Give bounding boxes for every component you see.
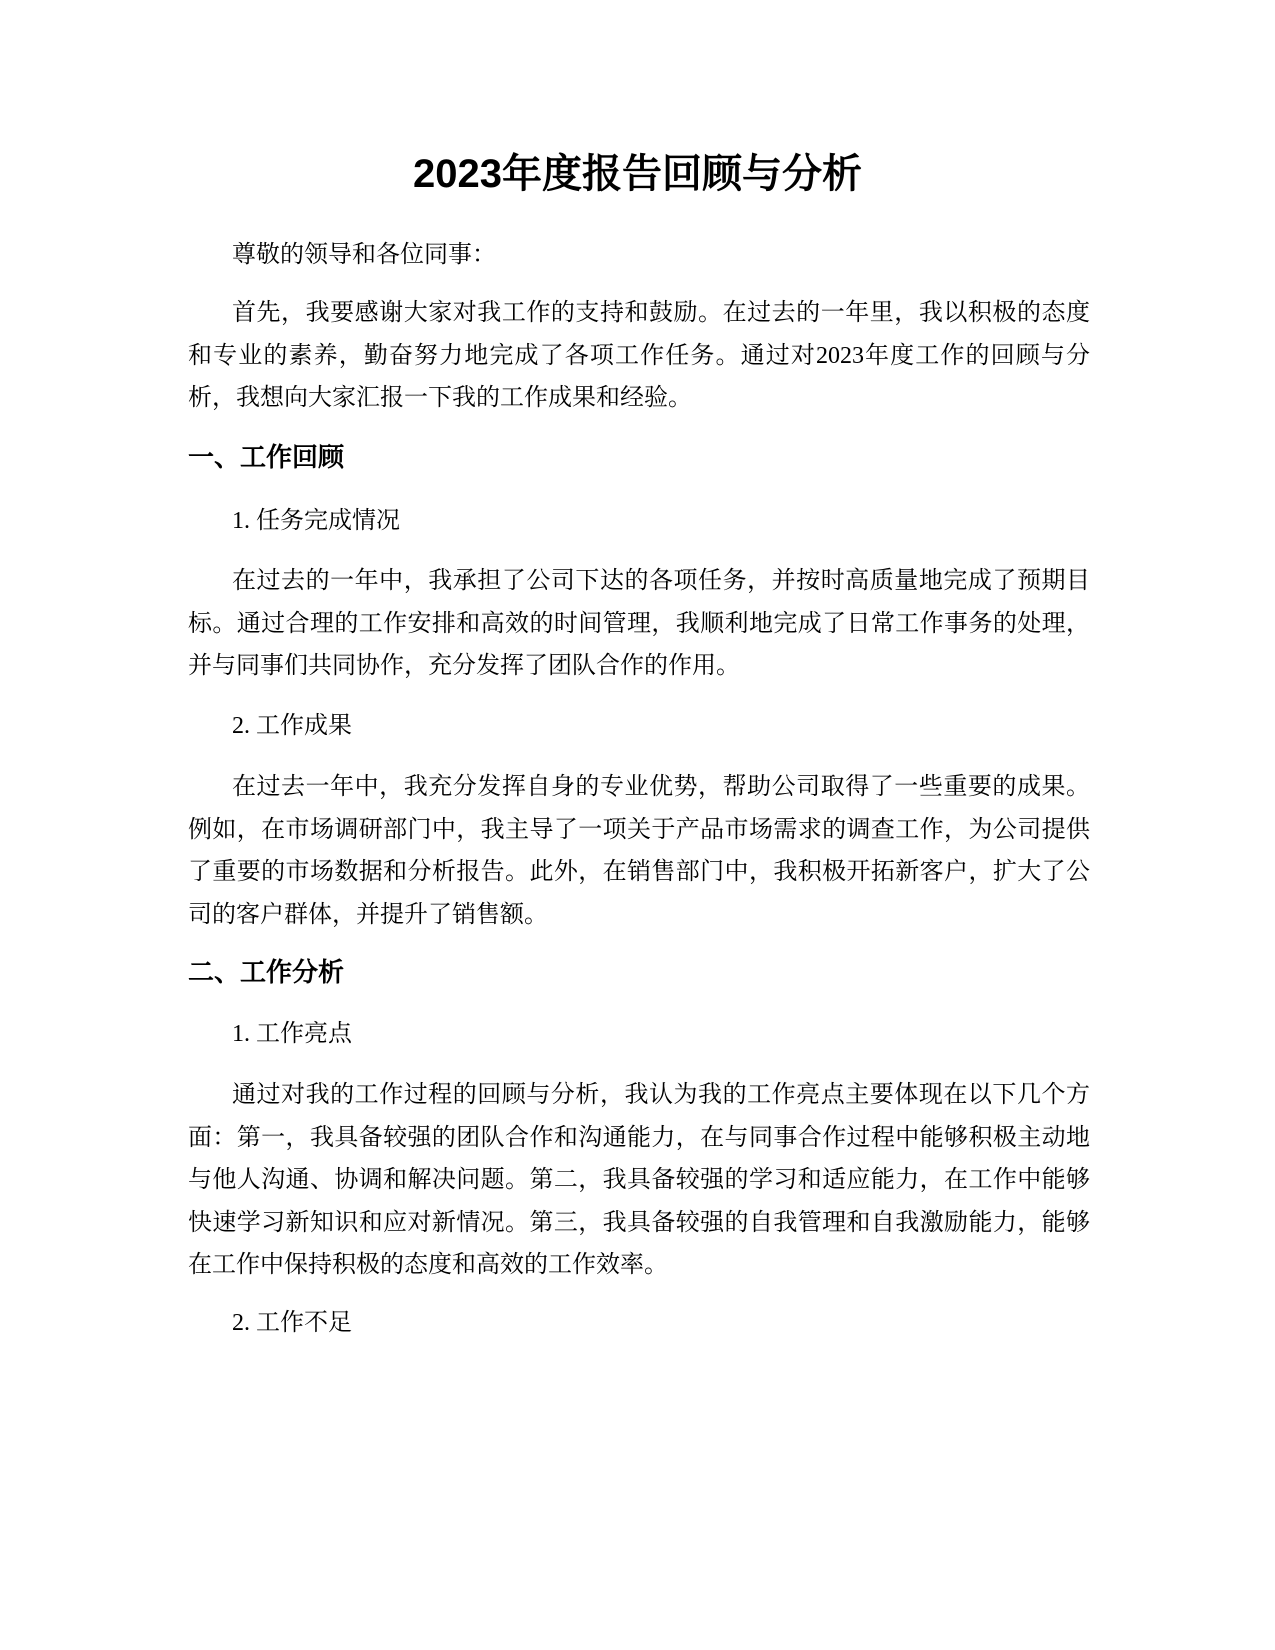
paragraph-task-completion: 在过去的一年中，我承担了公司下达的各项任务，并按时高质量地完成了预期目标。通过合理的工作安排和高效的时间管理，我顺利地完成了日常工作事务的处理，并与同事们共同协作，充分发挥了团队合作的作用。 [188, 568, 1090, 679]
subheading-work-shortcomings: 2. 工作不足 [232, 1310, 352, 1336]
subheading-work-results: 2. 工作成果 [232, 713, 352, 739]
subheading-task-completion: 1. 任务完成情况 [232, 508, 400, 534]
section-heading-work-review: 一、工作回顾 [188, 442, 345, 472]
document-title: 2023年度报告回顾与分析 [413, 152, 862, 196]
paragraph-work-highlights: 通过对我的工作过程的回顾与分析，我认为我的工作亮点主要体现在以下几个方面：第一，我具备较强的团队合作和沟通能力，在与同事合作过程中能够积极主动地与他人沟通、协调和解决问题。第二，我具备较强的学习和适应能力，在工作中能够快速学习新知识和应对新情况。第三，我具备较强的自我管理和自我激励能力，能够在工作中保持积极的态度和高效的工作效率。 [188, 1082, 1090, 1278]
paragraph-work-results: 在过去一年中，我充分发挥自身的专业优势，帮助公司取得了一些重要的成果。例如，在市场调研部门中，我主导了一项关于产品市场需求的调查工作，为公司提供了重要的市场数据和分析报告。此外，在销售部门中，我积极开拓新客户，扩大了公司的客户群体，并提升了销售额。 [188, 774, 1090, 928]
intro-paragraph: 首先，我要感谢大家对我工作的支持和鼓励。在过去的一年里，我以积极的态度和专业的素养，勤奋努力地完成了各项工作任务。通过对2023年度工作的回顾与分析，我想向大家汇报一下我的工作成果和经验。 [188, 300, 1090, 411]
greeting-paragraph: 尊敬的领导和各位同事： [232, 242, 496, 268]
subheading-work-highlights: 1. 工作亮点 [232, 1021, 352, 1047]
section-heading-work-analysis: 二、工作分析 [188, 957, 345, 987]
